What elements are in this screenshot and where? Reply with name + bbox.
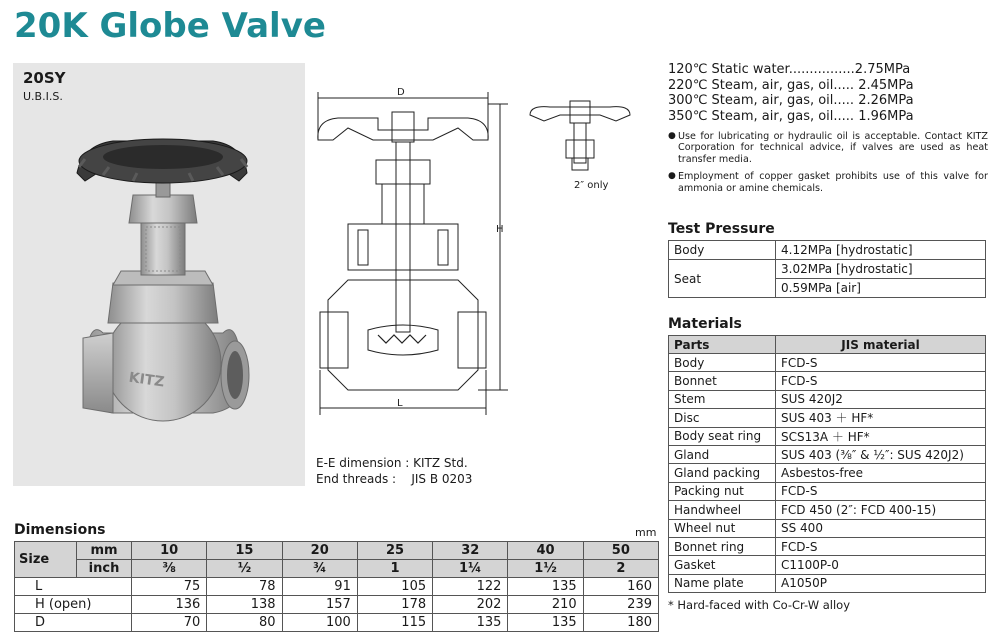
note-text: Employment of copper gasket prohibits use of this valve for ammonia or amine chemicals.	[678, 171, 988, 194]
part-cell: Gland	[669, 445, 776, 463]
size-inch-cell: 1¼	[433, 560, 508, 578]
part-cell: Body	[669, 354, 776, 372]
dimensions-unit: mm	[635, 526, 657, 539]
body-label: Body	[669, 241, 776, 260]
material-cell: SS 400	[776, 519, 986, 537]
table-row	[669, 482, 986, 500]
material-cell: SCS13A ＋ HF*	[776, 427, 986, 445]
value-cell: 178	[357, 596, 432, 614]
material-cell: A1050P	[776, 574, 986, 592]
table-header-row	[669, 336, 986, 354]
table-row	[669, 354, 986, 372]
size-mm-cell: 10	[132, 542, 207, 560]
value-cell: 210	[508, 596, 583, 614]
value-cell: 160	[583, 578, 658, 596]
row-label: L	[15, 578, 132, 596]
note-item	[668, 131, 988, 165]
size-inch-cell: ⅜	[132, 560, 207, 578]
test-pressure-heading: Test Pressure	[668, 221, 775, 237]
page-title: 20K Globe Valve	[14, 6, 326, 46]
value-cell: 100	[282, 614, 357, 632]
table-row	[669, 445, 986, 463]
part-cell: Gasket	[669, 556, 776, 574]
value-cell: 157	[282, 596, 357, 614]
table-row	[669, 372, 986, 390]
materials-heading: Materials	[668, 316, 742, 332]
dimensions-heading: Dimensions	[14, 522, 106, 538]
size-mm-cell: 50	[583, 542, 658, 560]
mm-header: mm	[77, 542, 132, 560]
size-inch-cell: ½	[207, 560, 282, 578]
table-row	[15, 614, 659, 632]
value-cell: 136	[132, 596, 207, 614]
body-value: 4.12MPa [hydrostatic]	[776, 241, 986, 260]
material-cell: FCD-S	[776, 354, 986, 372]
part-cell: Packing nut	[669, 482, 776, 500]
value-cell: 138	[207, 596, 282, 614]
part-cell: Bonnet	[669, 372, 776, 390]
part-cell: Stem	[669, 390, 776, 408]
size-inch-cell: 1½	[508, 560, 583, 578]
part-cell: Wheel nut	[669, 519, 776, 537]
rating-line: 220℃ Steam, air, gas, oil..... 2.45MPa	[668, 77, 914, 93]
model-standard: U.B.I.S.	[23, 90, 63, 103]
ee-info	[316, 455, 472, 487]
notes	[668, 131, 988, 200]
part-cell: Bonnet ring	[669, 537, 776, 555]
part-cell: Body seat ring	[669, 427, 776, 445]
value-cell: 135	[433, 614, 508, 632]
size-mm-cell: 15	[207, 542, 282, 560]
seat-value: 0.59MPa [air]	[776, 279, 986, 298]
table-row	[669, 556, 986, 574]
rating-line: 120℃ Static water................2.75MPa	[668, 62, 911, 77]
value-cell: 80	[207, 614, 282, 632]
model-code: 20SY	[23, 69, 66, 87]
table-row	[669, 464, 986, 482]
material-cell: SUS 403 ＋ HF*	[776, 409, 986, 427]
cross-section-drawing	[308, 80, 504, 420]
dim-l-label: L	[397, 398, 403, 409]
table-row	[669, 574, 986, 592]
size-mm-cell: 20	[282, 542, 357, 560]
part-cell: Gland packing	[669, 464, 776, 482]
table-row	[669, 537, 986, 555]
table-row	[669, 409, 986, 427]
value-cell: 75	[132, 578, 207, 596]
rating-line: 300℃ Steam, air, gas, oil..... 2.26MPa	[668, 93, 914, 108]
inch-header: inch	[77, 560, 132, 578]
row-label: H (open)	[15, 596, 132, 614]
table-row	[669, 501, 986, 519]
table-row	[669, 519, 986, 537]
row-label: D	[15, 614, 132, 632]
valve-photo	[13, 63, 305, 486]
materials-footnote: * Hard-faced with Co-Cr-W alloy	[668, 598, 851, 612]
size-mm-cell: 32	[433, 542, 508, 560]
size-header: Size	[15, 542, 77, 578]
value-cell: 105	[357, 578, 432, 596]
jis-column-header: JIS material	[776, 336, 986, 354]
test-pressure-table	[668, 240, 986, 298]
value-cell: 91	[282, 578, 357, 596]
value-cell: 180	[583, 614, 658, 632]
table-row	[669, 241, 986, 260]
table-header-row	[15, 542, 659, 560]
size-mm-cell: 40	[508, 542, 583, 560]
seat-label: Seat	[669, 260, 776, 298]
size-inch-cell: 2	[583, 560, 658, 578]
end-threads-line: End threads : JIS B 0203	[316, 472, 473, 486]
table-row	[15, 596, 659, 614]
material-cell: FCD-S	[776, 372, 986, 390]
material-cell: FCD-S	[776, 537, 986, 555]
size-mm-cell: 25	[357, 542, 432, 560]
table-row	[15, 578, 659, 596]
value-cell: 70	[132, 614, 207, 632]
note-item	[668, 171, 988, 194]
material-cell: C1100P-0	[776, 556, 986, 574]
material-cell: Asbestos-free	[776, 464, 986, 482]
cast-logo: KITZ	[127, 369, 166, 391]
value-cell: 78	[207, 578, 282, 596]
dimensions-table	[14, 541, 659, 632]
dim-d-label: D	[397, 87, 405, 98]
bullet-icon: ●	[668, 131, 676, 141]
product-photo-panel	[13, 63, 305, 486]
table-row	[669, 390, 986, 408]
part-cell: Disc	[669, 409, 776, 427]
small-detail-drawing	[520, 95, 640, 180]
table-row	[669, 260, 986, 279]
value-cell: 115	[357, 614, 432, 632]
size-inch-cell: ¾	[282, 560, 357, 578]
value-cell: 122	[433, 578, 508, 596]
part-cell: Handwheel	[669, 501, 776, 519]
table-header-row	[15, 560, 659, 578]
table-row	[669, 427, 986, 445]
size-only-note: 2″ only	[574, 180, 609, 191]
material-cell: SUS 403 (⅜″ & ½″: SUS 420J2)	[776, 445, 986, 463]
part-cell: Name plate	[669, 574, 776, 592]
value-cell: 135	[508, 614, 583, 632]
rating-line: 350℃ Steam, air, gas, oil..... 1.96MPa	[668, 108, 914, 124]
dim-h-label: H	[496, 224, 504, 235]
materials-table	[668, 335, 986, 593]
bullet-icon: ●	[668, 171, 676, 182]
value-cell: 239	[583, 596, 658, 614]
material-cell: FCD 450 (2″: FCD 400-15)	[776, 501, 986, 519]
ee-dimension-line: E-E dimension : KITZ Std.	[316, 456, 468, 470]
note-text: Use for lubricating or hydraulic oil is acceptable. Contact KITZ Corporation for technical advice, if valves are used as heat transfer media.	[678, 131, 988, 165]
size-inch-cell: 1	[357, 560, 432, 578]
parts-column-header: Parts	[669, 336, 776, 354]
material-cell: FCD-S	[776, 482, 986, 500]
pressure-ratings	[668, 62, 914, 124]
value-cell: 135	[508, 578, 583, 596]
value-cell: 202	[433, 596, 508, 614]
material-cell: SUS 420J2	[776, 390, 986, 408]
seat-value: 3.02MPa [hydrostatic]	[776, 260, 986, 279]
